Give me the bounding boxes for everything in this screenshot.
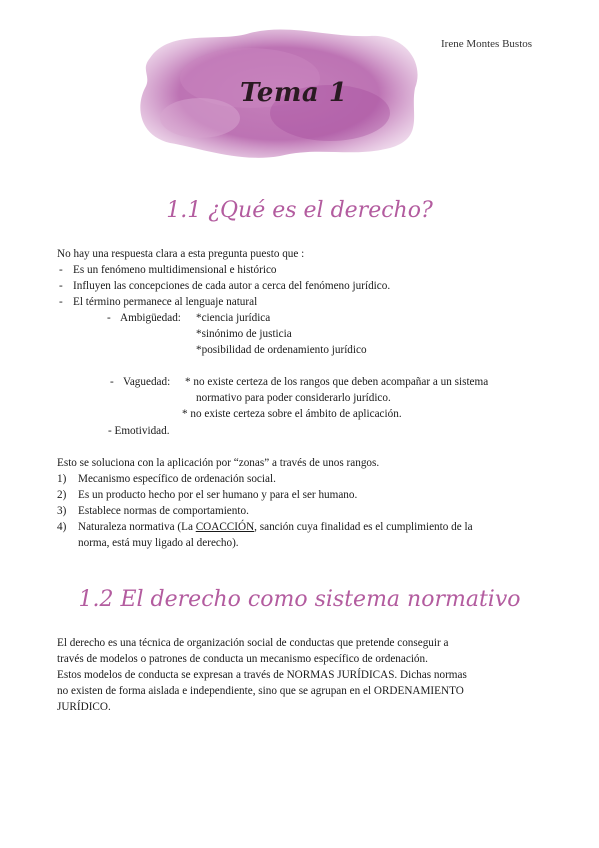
list-number: 4) [57,521,67,533]
bullet-dash: - [107,312,111,324]
list-item: Mecanismo específico de ordenación social. [78,473,276,485]
ambiguedad-label: Ambigüedad: [120,312,181,324]
list-number: 2) [57,489,67,501]
item4-text-post: , sanción cuya finalidad es el cumplimiento de la [254,521,473,533]
bullet-dash: - [59,280,63,292]
paragraph-line: JURÍDICO. [57,701,111,713]
paragraph-line: no existen de forma aislada e independiente, sino que se agrupan en el ORDENAMIENTO [57,685,464,697]
list-item: Establece normas de comportamiento. [78,505,249,517]
list-item: Influyen las concepciones de cada autor a cerca del fenómeno jurídico. [73,280,391,292]
emotividad-item: - Emotividad. [108,425,170,437]
list-item [78,520,473,535]
list-item-continuation: norma, está muy ligado al derecho). [78,537,239,549]
coaccion-term: COACCIÓN [195,521,255,533]
list-item: El término permanece al lenguaje natural [73,296,258,308]
list-item: Es un fenómeno multidimensional e histórico [73,264,277,276]
list-item: *posibilidad de ordenamiento jurídico [196,344,367,356]
section-heading-2: 1.2 El derecho como sistema normativo [78,587,521,612]
list-item: * no existe certeza de los rangos que deben acompañar a un sistema [185,376,489,388]
page-title: Tema 1 [240,78,348,108]
list-item: * no existe certeza sobre el ámbito de aplicación. [182,408,402,420]
bullet-dash: - [59,264,63,276]
list-item: *ciencia jurídica [196,312,271,324]
section-heading-1: 1.1 ¿Qué es el derecho? [166,198,433,223]
intro-text: No hay una respuesta clara a esta pregunta puesto que : [57,248,305,260]
bullet-dash: - [110,376,114,388]
paragraph-line: Estos modelos de conducta se expresan a través de NORMAS JURÍDICAS. Dichas normas [57,669,467,681]
solution-intro: Esto se soluciona con la aplicación por “zonas” a través de unos rangos. [57,457,380,469]
author-name: Irene Montes Bustos [441,38,533,50]
list-number: 3) [57,505,67,517]
list-number: 1) [57,473,67,485]
list-item: Es un producto hecho por el ser humano y para el ser humano. [78,489,358,501]
item4-text: Naturaleza normativa (La [78,521,196,533]
paragraph-line: El derecho es una técnica de organización social de conductas que pretende conseguir a [57,637,449,649]
vaguedad-label: Vaguedad: [123,376,171,388]
paragraph-line: través de modelos o patrones de conducta un mecanismo específico de ordenación. [57,653,428,665]
bullet-dash: - [59,296,63,308]
list-item: normativo para poder considerarlo jurídico. [196,392,391,404]
list-item: *sinónimo de justicia [196,328,292,340]
